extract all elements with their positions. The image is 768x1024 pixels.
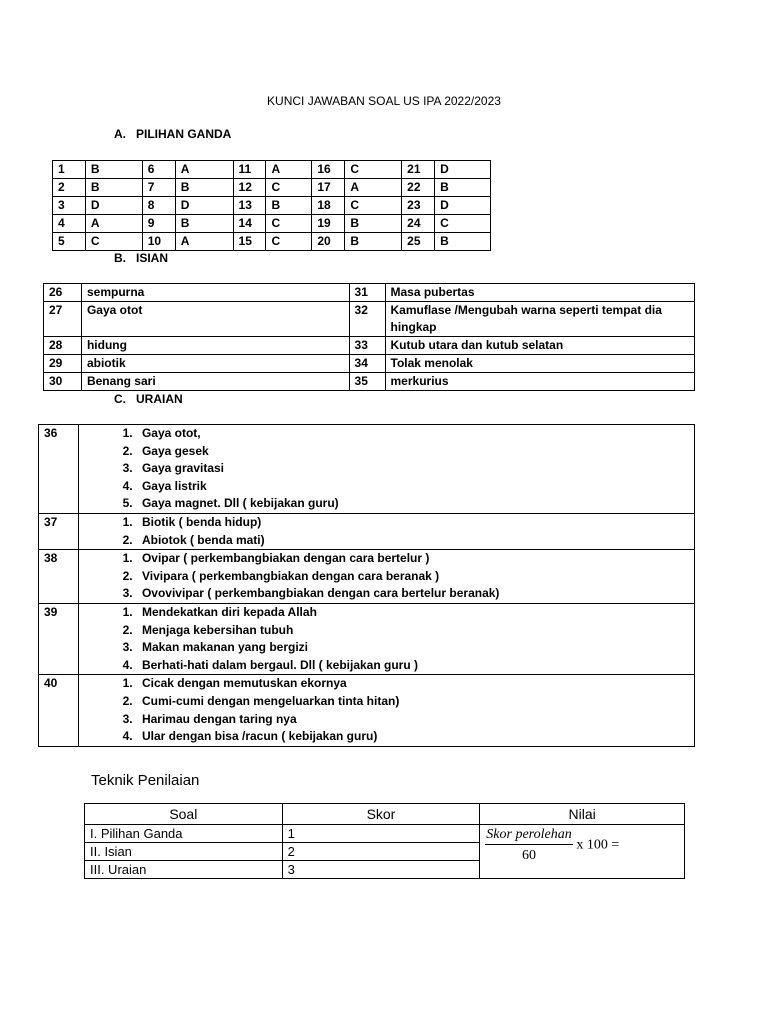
answer-cell: C: [345, 197, 402, 215]
list-item: 4. Berhati-hati dalam bergaul. Dll ( kebijakan guru ): [136, 657, 689, 675]
question-number: 28: [44, 337, 82, 355]
answer-cell: merkurius: [385, 373, 695, 391]
answer-list-cell: [78, 603, 694, 674]
question-number: 31: [349, 284, 385, 302]
answer-cell: B: [435, 179, 491, 197]
answer-cell: A: [85, 215, 142, 233]
header-skor: Skor: [282, 804, 480, 825]
answer-cell: B: [345, 215, 402, 233]
answer-cell: D: [435, 161, 491, 179]
list-item: 3. Harimau dengan taring nya: [136, 711, 689, 729]
list-item: 1. Cicak dengan memutuskan ekornya: [136, 675, 689, 693]
uraian-table: [38, 424, 695, 747]
question-number: 6: [142, 161, 175, 179]
list-item: 2. Abiotok ( benda mati): [136, 532, 689, 550]
question-number: 37: [39, 513, 79, 549]
formula-suffix: x 100 =: [576, 837, 620, 853]
question-number: 20: [312, 233, 345, 251]
answer-cell: B: [85, 161, 142, 179]
answer-list: [84, 604, 689, 674]
question-number: 40: [39, 675, 79, 746]
answer-cell: Kutub utara dan kutub selatan: [385, 337, 695, 355]
question-number: 33: [349, 337, 385, 355]
table-row: [53, 215, 491, 233]
answer-cell: B: [266, 197, 312, 215]
question-number: 11: [233, 161, 266, 179]
question-number: 26: [44, 284, 82, 302]
question-number: 38: [39, 550, 79, 604]
question-number: 36: [39, 425, 79, 514]
list-item: 3. Gaya gravitasi: [136, 460, 689, 478]
question-number: 22: [402, 179, 435, 197]
table-row: [39, 550, 695, 604]
skor-cell: 3: [282, 861, 480, 879]
question-number: 2: [53, 179, 86, 197]
answer-list: [84, 550, 689, 603]
list-item: 2. Menjaga kebersihan tubuh: [136, 622, 689, 640]
answer-cell: A: [266, 161, 312, 179]
table-row: [44, 302, 695, 337]
question-number: 27: [44, 302, 82, 337]
question-number: 21: [402, 161, 435, 179]
answer-cell: C: [266, 179, 312, 197]
answer-list-cell: [78, 513, 694, 549]
answer-list: [84, 425, 689, 513]
question-number: 4: [53, 215, 86, 233]
table-row: [39, 425, 695, 514]
answer-cell: C: [85, 233, 142, 251]
list-item: 1. Gaya otot,: [136, 425, 689, 443]
question-number: 29: [44, 355, 82, 373]
list-item: 2. Vivipara ( perkembangbiakan dengan cara beranak ): [136, 568, 689, 586]
table-row: [39, 513, 695, 549]
answer-cell: hidung: [81, 337, 349, 355]
soal-cell: III. Uraian: [85, 861, 283, 879]
list-item: 1. Ovipar ( perkembangbiakan dengan cara bertelur ): [136, 550, 689, 568]
answer-list-cell: [78, 550, 694, 604]
answer-cell: C: [266, 233, 312, 251]
question-number: 8: [142, 197, 175, 215]
answer-cell: C: [266, 215, 312, 233]
header-soal: Soal: [85, 804, 283, 825]
question-number: 19: [312, 215, 345, 233]
answer-cell: Benang sari: [81, 373, 349, 391]
question-number: 16: [312, 161, 345, 179]
section-a-heading: A. PILIHAN GANDA: [114, 127, 232, 141]
answer-cell: Tolak menolak: [385, 355, 695, 373]
page-title: KUNCI JAWABAN SOAL US IPA 2022/2023: [267, 94, 501, 108]
table-row: [53, 197, 491, 215]
table-row: [44, 355, 695, 373]
list-item: 1. Biotik ( benda hidup): [136, 514, 689, 532]
question-number: 25: [402, 233, 435, 251]
question-number: 14: [233, 215, 266, 233]
question-number: 13: [233, 197, 266, 215]
question-number: 7: [142, 179, 175, 197]
isian-table: [43, 283, 695, 391]
question-number: 24: [402, 215, 435, 233]
answer-cell: C: [435, 215, 491, 233]
question-number: 34: [349, 355, 385, 373]
soal-cell: II. Isian: [85, 843, 283, 861]
question-number: 9: [142, 215, 175, 233]
answer-cell: D: [435, 197, 491, 215]
list-item: 3. Makan makanan yang bergizi: [136, 639, 689, 657]
list-item: 1. Mendekatkan diri kepada Allah: [136, 604, 689, 622]
list-item: 2. Cumi-cumi dengan mengeluarkan tinta hitan): [136, 693, 689, 711]
section-c-heading: C. URAIAN: [114, 392, 183, 406]
answer-cell: Gaya otot: [81, 302, 349, 337]
question-number: 35: [349, 373, 385, 391]
question-number: 5: [53, 233, 86, 251]
answer-list-cell: [78, 675, 694, 746]
list-item: 4. Gaya listrik: [136, 478, 689, 496]
soal-cell: I. Pilihan Ganda: [85, 825, 283, 843]
teknik-penilaian-heading: Teknik Penilaian: [91, 772, 200, 789]
table-row: [44, 337, 695, 355]
question-number: 39: [39, 603, 79, 674]
list-item: 5. Gaya magnet. Dll ( kebijakan guru): [136, 495, 689, 513]
question-number: 1: [53, 161, 86, 179]
answer-cell: D: [175, 197, 233, 215]
question-number: 15: [233, 233, 266, 251]
answer-cell: B: [85, 179, 142, 197]
nilai-formula: [480, 825, 685, 879]
answer-cell: sempurna: [81, 284, 349, 302]
answer-cell: D: [85, 197, 142, 215]
question-number: 30: [44, 373, 82, 391]
list-item: 3. Ovovivipar ( perkembangbiakan dengan cara bertelur beranak): [136, 585, 689, 603]
answer-cell: B: [175, 215, 233, 233]
question-number: 17: [312, 179, 345, 197]
table-row: [39, 675, 695, 746]
fraction-numerator: Skor perolehan: [485, 826, 572, 845]
skor-cell: 1: [282, 825, 480, 843]
answer-cell: C: [345, 161, 402, 179]
fraction-denominator: 60: [521, 848, 536, 863]
table-row: [53, 233, 491, 251]
question-number: 18: [312, 197, 345, 215]
answer-cell: A: [175, 233, 233, 251]
answer-cell: Kamuflase /Mengubah warna seperti tempat dia hingkap: [385, 302, 695, 337]
pilihan-ganda-table: [52, 160, 491, 251]
table-row: [44, 284, 695, 302]
fraction: [485, 826, 572, 864]
table-row: [53, 179, 491, 197]
answer-cell: Masa pubertas: [385, 284, 695, 302]
answer-cell: B: [345, 233, 402, 251]
list-item: 2. Gaya gesek: [136, 443, 689, 461]
answer-list: [84, 514, 689, 549]
answer-cell: A: [175, 161, 233, 179]
section-b-heading: B. ISIAN: [114, 251, 169, 265]
table-row: [39, 603, 695, 674]
list-item: 4. Ular dengan bisa /racun ( kebijakan guru): [136, 728, 689, 746]
question-number: 23: [402, 197, 435, 215]
question-number: 12: [233, 179, 266, 197]
answer-cell: B: [435, 233, 491, 251]
answer-cell: abiotik: [81, 355, 349, 373]
answer-list-cell: [78, 425, 694, 514]
table-row: [44, 373, 695, 391]
answer-list: [84, 675, 689, 745]
table-row: [53, 161, 491, 179]
answer-cell: A: [345, 179, 402, 197]
question-number: 3: [53, 197, 86, 215]
skor-cell: 2: [282, 843, 480, 861]
answer-cell: B: [175, 179, 233, 197]
teknik-penilaian-table: [84, 803, 685, 879]
question-number: 10: [142, 233, 175, 251]
question-number: 32: [349, 302, 385, 337]
header-nilai: Nilai: [480, 804, 685, 825]
